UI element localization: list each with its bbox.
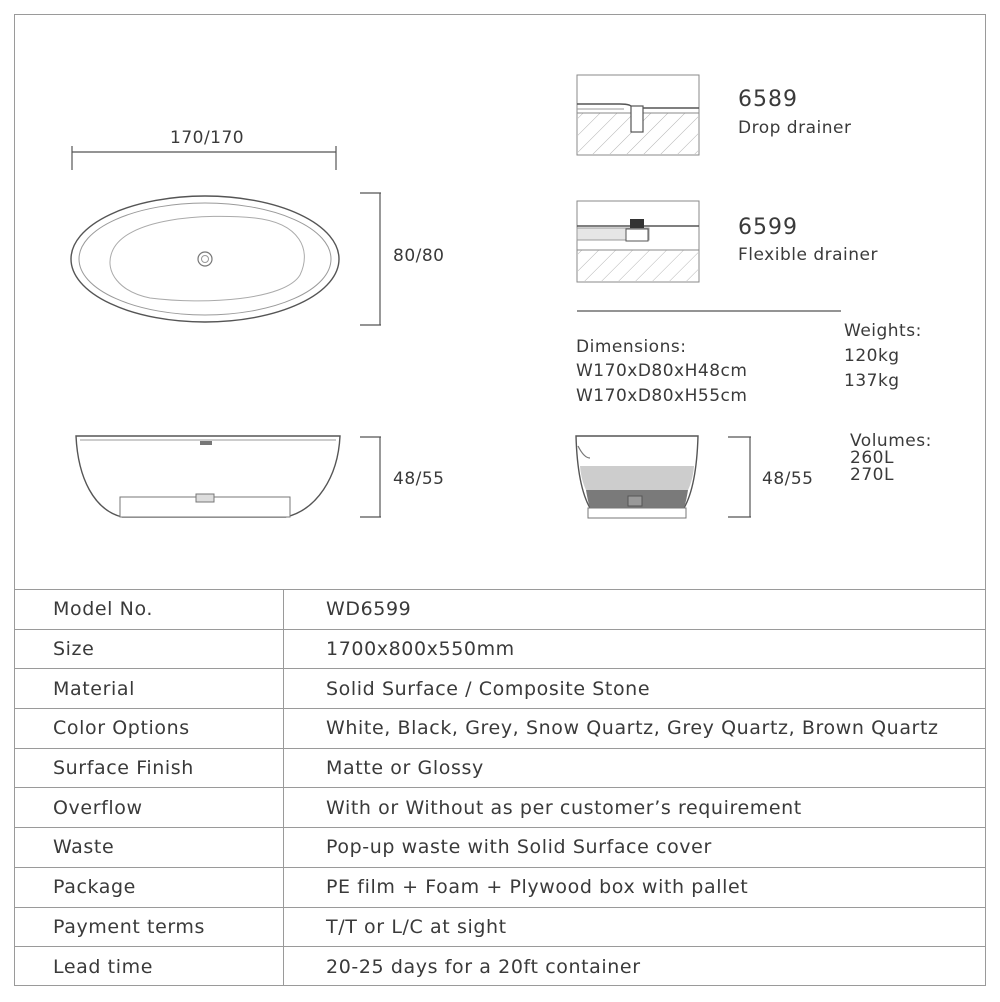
volumes-line-1: 260L	[850, 448, 894, 468]
volumes-line-2: 270L	[850, 465, 894, 485]
spec-value: WD6599	[284, 590, 987, 630]
table-row	[14, 669, 986, 709]
table-row	[14, 748, 986, 788]
spec-label: Overflow	[14, 788, 284, 828]
table-row	[14, 629, 986, 669]
spec-label: Package	[14, 867, 284, 907]
spec-value: T/T or L/C at sight	[284, 907, 987, 947]
spec-label: Size	[14, 629, 284, 669]
table-row	[14, 590, 986, 630]
spec-value: 20-25 days for a 20ft container	[284, 947, 987, 986]
flexible-drainer-name: Flexible drainer	[738, 245, 878, 265]
spec-label: Lead time	[14, 947, 284, 986]
dimensions-line-1: W170xD80xH48cm	[576, 361, 748, 381]
spec-value: Pop-up waste with Solid Surface cover	[284, 828, 987, 868]
table-row	[14, 709, 986, 749]
spec-value: PE film + Foam + Plywood box with pallet	[284, 867, 987, 907]
table-row	[14, 867, 986, 907]
spec-value: With or Without as per customer’s requirement	[284, 788, 987, 828]
side-height-label: 48/55	[393, 469, 445, 489]
spec-value: Solid Surface / Composite Stone	[284, 669, 987, 709]
top-view	[71, 146, 381, 325]
end-height-label: 48/55	[762, 469, 814, 489]
spec-label: Model No.	[14, 590, 284, 630]
spec-value: 1700x800x550mm	[284, 629, 987, 669]
spec-value: White, Black, Grey, Snow Quartz, Grey Quartz, Brown Quartz	[284, 709, 987, 749]
drop-drainer-name: Drop drainer	[738, 118, 852, 138]
weights-line-1: 120kg	[844, 346, 900, 366]
weights-line-2: 137kg	[844, 371, 900, 391]
depth-dimension-label: 80/80	[393, 246, 445, 266]
flexible-drainer-diagram	[577, 201, 699, 282]
drop-drainer-code: 6589	[738, 87, 798, 112]
table-row	[14, 828, 986, 868]
dimensions-line-2: W170xD80xH55cm	[576, 386, 748, 406]
volumes-heading: Volumes:	[850, 431, 932, 451]
spec-table	[14, 589, 986, 986]
spec-label: Payment terms	[14, 907, 284, 947]
flexible-drainer-code: 6599	[738, 215, 798, 240]
table-row	[14, 788, 986, 828]
weights-heading: Weights:	[844, 321, 922, 341]
spec-label: Material	[14, 669, 284, 709]
side-view	[76, 436, 381, 517]
spec-value: Matte or Glossy	[284, 748, 987, 788]
spec-label: Surface Finish	[14, 748, 284, 788]
table-row	[14, 907, 986, 947]
width-dimension-label: 170/170	[170, 128, 245, 148]
drop-drainer-diagram	[577, 75, 699, 155]
end-view	[576, 436, 751, 518]
table-row	[14, 947, 986, 986]
dimensions-heading: Dimensions:	[576, 337, 687, 357]
spec-label: Color Options	[14, 709, 284, 749]
spec-label: Waste	[14, 828, 284, 868]
